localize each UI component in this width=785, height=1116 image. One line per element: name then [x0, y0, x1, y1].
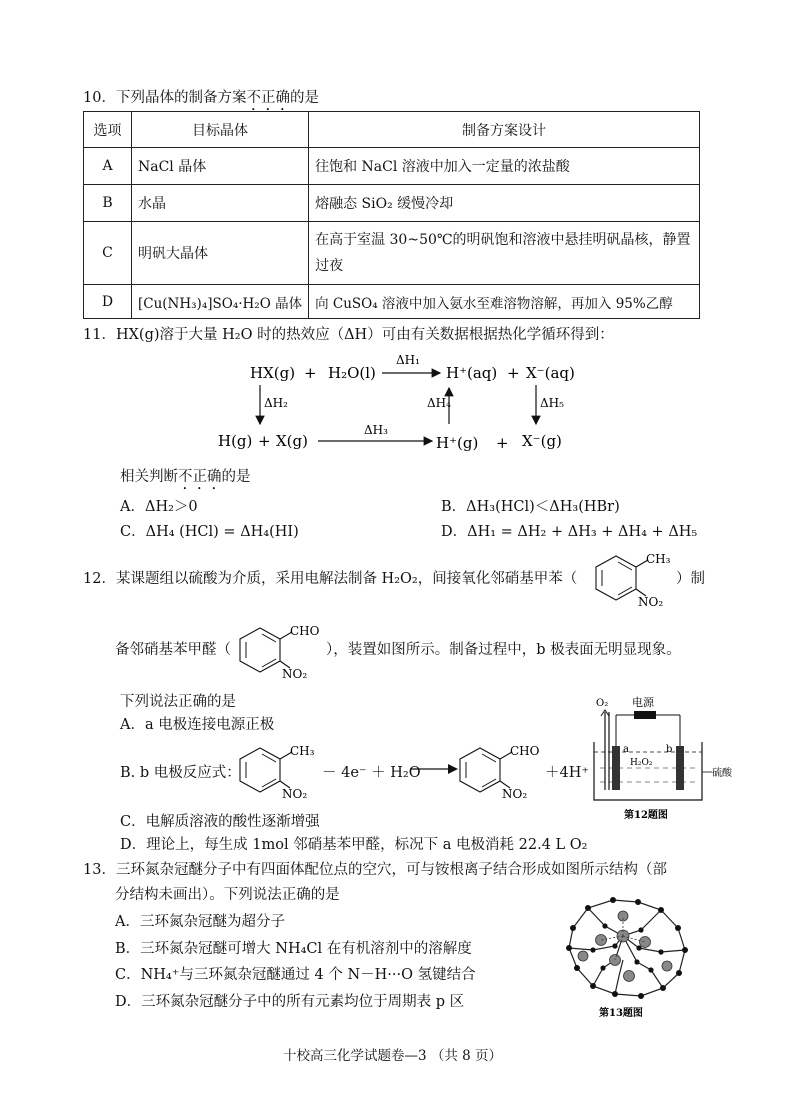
- q12-option-a: A．a 电极连接电源正极: [120, 717, 275, 733]
- header-target: 目标晶体: [132, 112, 309, 148]
- q12-option-b-mid: － 4e⁻ ＋ H₂O: [322, 765, 421, 781]
- row-plan: 熔融态 SiO₂ 缓慢冷却: [309, 185, 700, 222]
- row-target: 明矾大晶体: [132, 222, 309, 285]
- q13-option-b: B．三环氮杂冠醚可增大 NH₄Cl 在有机溶剂中的溶解度: [115, 941, 472, 957]
- q11-stem: 11．HX(g)溶于大量 H₂O 时的热效应（ΔH）可由有关数据根据热化学循环得到：: [83, 327, 614, 343]
- hg-label: H(g): [218, 432, 253, 450]
- q13-option-a: A．三环氮杂冠醚为超分子: [115, 914, 285, 930]
- q10-stem: 10．下列晶体的制备方案不正确的是: [83, 90, 319, 106]
- no2-label: NO₂: [638, 595, 664, 608]
- figure-12-caption: 第12题图: [624, 810, 668, 820]
- q13-option-d: D．三环氮杂冠醚分子中的所有元素均位于周期表 p 区: [115, 994, 465, 1010]
- q11-option-d: D．ΔH₁ = ΔH₂ + ΔH₃ + ΔH₄ + ΔH₅: [441, 524, 698, 540]
- row-plan: 在高于室温 30~50℃的明矾饱和溶液中悬挂明矾晶核，静置过夜: [309, 222, 700, 285]
- electrode-b: [676, 746, 684, 790]
- row-option: B: [84, 185, 132, 222]
- header-option: 选项: [84, 112, 132, 148]
- plus-sign: +: [507, 364, 520, 382]
- q11-option-a: A．ΔH₂＞0: [120, 499, 198, 515]
- figure-13-caption: 第13题图: [599, 1008, 643, 1018]
- electrolytic-cell: [594, 742, 702, 800]
- table-row: [84, 185, 700, 222]
- sulfuric-acid-label: 硫酸: [712, 768, 732, 779]
- dh2-label: ΔH₂: [264, 396, 288, 410]
- q10-table: [83, 111, 700, 319]
- q13-option-c: C．NH₄⁺与三环氮杂冠醚通过 4 个 N－H···O 氢键结合: [115, 967, 476, 983]
- cryptand-ammonium-figure: [553, 888, 703, 1018]
- q12-option-d: D．理论上，每生成 1mol 邻硝基苯甲醛，标况下 a 电极消耗 22.4 L O₂: [120, 837, 588, 853]
- h-g-label: H⁺(g): [436, 434, 479, 452]
- b-product-structure: [458, 738, 544, 800]
- x-g-label: X⁻(g): [522, 432, 562, 450]
- hx-label: HX(g): [250, 364, 296, 382]
- q12-option-b-end: ＋4H⁺: [545, 765, 590, 781]
- q13-stem-line2: 分结构未画出）。下列说法正确的是: [115, 887, 340, 903]
- row-option: A: [84, 148, 132, 185]
- q12-stem-line2-start: 备邻硝基苯甲醛（: [115, 642, 231, 658]
- o-nitrobenzaldehyde-structure: [238, 618, 324, 680]
- electrode-b-label: b: [666, 744, 673, 755]
- q11-option-b: B．ΔH₃(HCl)＜ΔH₃(HBr): [441, 499, 620, 515]
- q12-ask: 下列说法正确的是: [120, 694, 236, 710]
- power-source-icon: [634, 711, 656, 719]
- plus-sign: +: [258, 432, 271, 450]
- header-plan: 制备方案设计: [309, 112, 700, 148]
- electrode-a: [612, 746, 620, 790]
- q11-subquestion: 相关判断不正确的是: [120, 469, 251, 485]
- no2-label: NO₂: [282, 667, 308, 680]
- xg-label: X(g): [276, 432, 308, 450]
- row-target: 水晶: [132, 185, 309, 222]
- power-label: 电源: [632, 696, 654, 709]
- h-aq-label: H⁺(aq): [446, 364, 498, 382]
- q12-stem-line2-end: ），装置如图所示。制备过程中，b 极表面无明显现象。: [326, 642, 681, 658]
- ch3-label: CH₃: [290, 744, 315, 758]
- row-option: C: [84, 222, 132, 285]
- h2o-label: H₂O(l): [328, 364, 376, 382]
- o2-label: O₂: [596, 698, 609, 709]
- ch3-label: CH₃: [646, 552, 671, 566]
- row-option: D: [84, 285, 132, 319]
- reaction-arrow: [408, 762, 460, 776]
- table-row: [84, 148, 700, 185]
- dh4-label: ΔH₄: [427, 396, 451, 410]
- o-nitrotoluene-structure: [594, 546, 676, 608]
- electrode-a-label: a: [623, 744, 629, 755]
- table-row: [84, 285, 700, 319]
- plus-sign: +: [496, 434, 509, 452]
- page-footer: 十校高三化学试题卷—3 （共 8 页）: [282, 1048, 503, 1064]
- q11-option-c: C．ΔH₄ (HCl) = ΔH₄(HI): [120, 524, 299, 540]
- dh3-label: ΔH₃: [364, 423, 388, 437]
- table-row: [84, 222, 700, 285]
- no2-label: NO₂: [282, 787, 308, 800]
- q12-option-c: C．电解质溶液的酸性逐渐增强: [120, 814, 320, 830]
- q12-stem-line1-end: ）制: [676, 571, 705, 587]
- no2-label: NO₂: [502, 787, 528, 800]
- q13-stem-line1: 13．三环氮杂冠醚分子中有四面体配位点的空穴，可与铵根离子结合形成如图所示结构（部: [83, 862, 667, 878]
- electrolysis-apparatus-figure: [590, 690, 740, 820]
- row-target: [Cu(NH₃)₄]SO₄·H₂O 晶体: [132, 285, 309, 319]
- row-target: NaCl 晶体: [132, 148, 309, 185]
- q12-option-b-label: B. b 电极反应式：: [120, 765, 241, 781]
- h2o2-label: H₂O₂: [630, 758, 653, 768]
- x-aq-label: X⁻(aq): [526, 364, 575, 382]
- row-plan: 向 CuSO₄ 溶液中加入氨水至难溶物溶解，再加入 95%乙醇: [309, 285, 700, 319]
- row-plan: 往饱和 NaCl 溶液中加入一定量的浓盐酸: [309, 148, 700, 185]
- cho-label: CHO: [510, 744, 540, 758]
- q12-stem-line1: 12．某课题组以硫酸为介质，采用电解法制备 H₂O₂，间接氧化邻硝基甲苯（: [83, 571, 578, 587]
- table-header-row: [84, 112, 700, 148]
- dh1-label: ΔH₁: [396, 353, 420, 367]
- dh5-label: ΔH₅: [540, 396, 564, 410]
- b-reactant-structure: [238, 738, 320, 800]
- thermo-cycle-diagram: [200, 348, 580, 460]
- cho-label: CHO: [290, 624, 320, 638]
- plus-sign: +: [304, 364, 317, 382]
